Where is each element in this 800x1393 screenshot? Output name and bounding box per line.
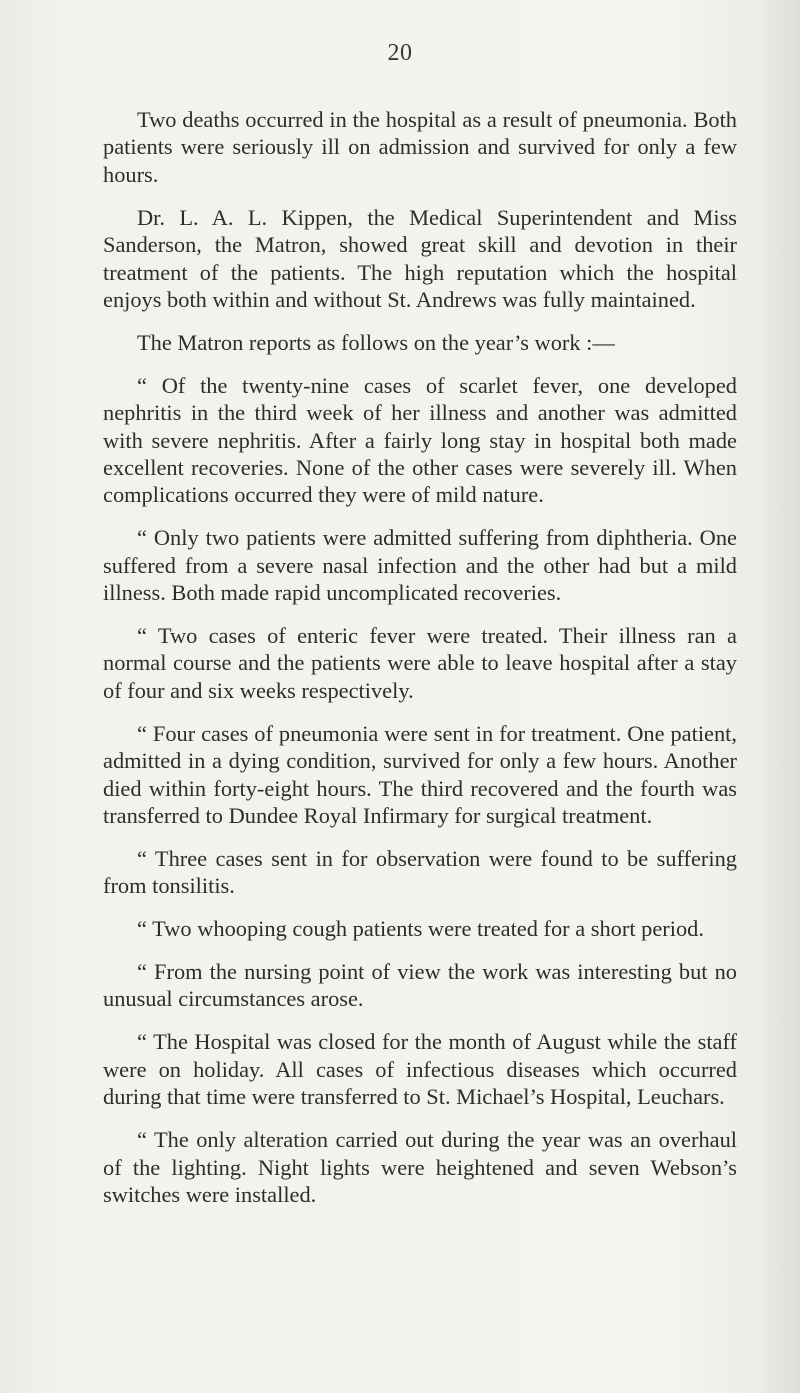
paragraph-hospital-closed: “ The Hospital was closed for the month of August while the staff were on holiday. All cases of infectious diseases which occurred during that time were transferred to St. Michael’s Hospital, Leuchars. bbox=[103, 1029, 737, 1110]
paragraph-matron-intro: The Matron reports as follows on the year’s work :— bbox=[137, 329, 615, 355]
paragraph-enteric-fever: “ Two cases of enteric fever were treated. Their illness ran a normal course and the patients were able to leave hospital after a stay of four and six weeks respectively. bbox=[103, 623, 737, 703]
paragraph-pneumonia-deaths: Two deaths occurred in the hospital as a result of pneumonia. Both patients were seriously ill on admission and survived for only a few hours. bbox=[103, 107, 737, 187]
paragraph-nursing: “ From the nursing point of view the work was interesting but no unusual circumstances arose. bbox=[103, 959, 737, 1012]
paragraph-staff-praise: Dr. L. A. L. Kippen, the Medical Superintendent and Miss Sanderson, the Matron, showed great skill and devotion in their treatment of the patients. The high reputation which the hospital enjoys both within and without St. Andrews was fully maintained. bbox=[103, 204, 737, 312]
page-edge-shadow bbox=[760, 0, 800, 1393]
paragraph-diphtheria: “ Only two patients were admitted suffering from diphtheria. One suffered from a severe nasal infection and the other had but a mild illness. Both made rapid uncomplicated recoveries. bbox=[103, 525, 737, 606]
page-number: 20 bbox=[387, 40, 413, 66]
paragraph-lighting: “ The only alteration carried out during the year was an overhaul of the lighting. Night lights were heightened and seven Webson’s switches were installed. bbox=[103, 1127, 737, 1207]
paragraph-whooping-cough: “ Two whooping cough patients were treated for a short period. bbox=[137, 916, 704, 942]
body-text bbox=[103, 106, 737, 1224]
paragraph-pneumonia-cases: “ Four cases of pneumonia were sent in for treatment. One patient, admitted in a dying condition, survived for only a few hours. Another died within forty-eight hours. The third recovered and the fourth was transferred to Dundee Royal Infirmary for surgical treatment. bbox=[103, 720, 737, 828]
paragraph-observation: “ Three cases sent in for observation were found to be suffering from tonsilitis. bbox=[103, 845, 737, 899]
paragraph-scarlet-fever: “ Of the twenty-nine cases of scarlet fever, one developed nephritis in the third week of her illness and another was admitted with severe nephritis. After a fairly long stay in hospital both made excellent recoveries. None of the other cases were severely ill. When complications occurred they were of mild nature. bbox=[103, 372, 737, 508]
